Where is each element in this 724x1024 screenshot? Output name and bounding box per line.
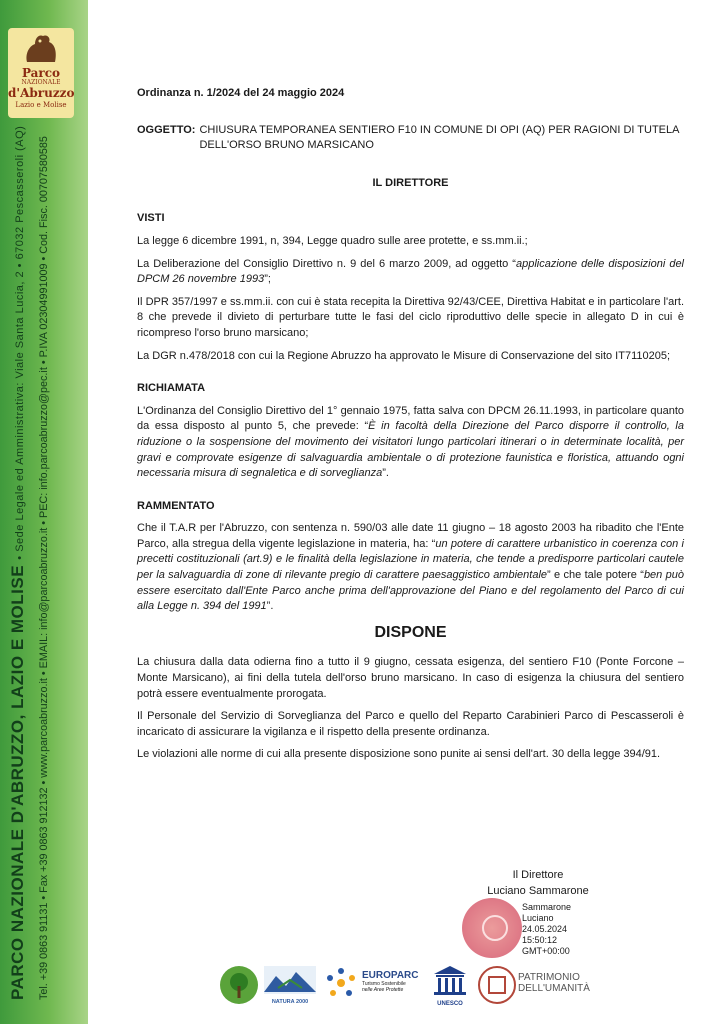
unesco-label: UNESCO	[437, 1001, 463, 1007]
visti-item-2-italic: applicazione delle disposizioni del DPCM 26 novembre 1993	[137, 257, 685, 286]
ordinance-number: Ordinanza n. 1/2024 del 24 maggio 2024	[137, 87, 345, 99]
richiamata-end: ”.	[382, 467, 389, 480]
signature-name: Luciano Sammarone	[487, 884, 589, 897]
natura2000-icon	[264, 966, 316, 994]
rammentato-heading: RAMMENTATO	[137, 499, 215, 512]
dispone-item-1: La chiusura dalla data odierna fino a tutto il 9 giugno, cessata esigenza, del sentiero F10 (Ponte Forcone – Monte Marsicano), ai fini della tutela dell'orso bruno marsicano. In caso di esigenza la chiusura del sentiero potrà essere eventualmente prorogata.	[137, 656, 684, 700]
park-address: • Sede Legale ed Amministrativa: Viale Santa Lucia, 2 • 67032 Pescasseroli (AQ)	[14, 125, 26, 560]
ordinance-body	[137, 86, 684, 770]
digital-sign-name: Luciano	[522, 913, 554, 923]
tree-logo-icon	[220, 966, 258, 1004]
richiamata-quote: È in facoltà della Direzione del Parco disporre il controllo, la riduzione o la sospensione del movimento dei visitatori lungo particolari itinerari o in determinate località, per gravi e comprovate esigenze di salvaguardia ambientale o di protezione faunistica e floristica, attuando ogni necessaria misura di segnaletica e di sorveglianza	[137, 420, 684, 480]
europarc-star-icon	[324, 966, 358, 1000]
director-heading: IL DIRETTORE	[372, 176, 449, 189]
rammentato-end: ”.	[266, 600, 274, 613]
digital-sign-surname: Sammarone	[522, 902, 572, 912]
subject-text: CHIUSURA TEMPORANEA SENTIERO F10 IN COMUNE DI OPI (AQ) PER RAGIONI DI TUTELA DELL'ORSO BRUNO MARSICANO	[199, 123, 679, 152]
visti-heading: VISTI	[137, 212, 165, 225]
letterhead-title-line	[8, 126, 28, 1000]
digital-signature-info	[522, 902, 571, 957]
signature-role: Il Direttore	[512, 869, 564, 881]
letterhead-band	[0, 0, 88, 1024]
digital-sign-date: 24.05.2024	[522, 924, 568, 934]
europarc-sub1: Turismo Sostenibile	[362, 981, 406, 987]
park-name: PARCO NAZIONALE D'ABRUZZO, LAZIO E MOLISE	[8, 564, 27, 1000]
richiamata-heading: RICHIAMATA	[137, 382, 206, 395]
rammentato-quote-2: ben può essere esercitato dall'Ente Parco anche prima dell'approvazione del Piano e del regolamento del Parco di cui alla Legge n. 394 del 1991	[137, 569, 685, 613]
visti-item-1: La legge 6 dicembre 1991, n, 394, Legge quadro sulle aree protette, e ss.mm.ii.;	[137, 234, 528, 247]
europarc-logo	[362, 970, 432, 993]
rammentato-text	[137, 521, 684, 615]
unesco-logo	[432, 964, 468, 1007]
europarc-label: EUROPARC	[362, 970, 419, 981]
digital-sign-tz: GMT+00:00	[522, 946, 570, 956]
rammentato-quote-1: un potere di carattere urbanistico in coerenza con i precetti costituzionali (art.9) e le finalità della legislazione in materia, che tende a predisporre particolari cautele per la salvaguardia di zone di rilevante pregio di carattere paesaggistico ambientale	[137, 537, 684, 582]
dispone-heading: DISPONE	[374, 623, 447, 641]
dispone-item-3: Le violazioni alle norme di cui alla presente disposizione sono punite ai sensi dell'art. 30 della legge 394/91.	[137, 748, 661, 761]
patrimonio-label-2: DELL'UMANITÀ	[518, 983, 590, 994]
europarc-sub2: nelle Aree Protette	[362, 987, 404, 993]
world-heritage-icon	[478, 966, 516, 1004]
richiamata-text	[137, 404, 684, 482]
logo-line2: NAZIONALE	[21, 79, 61, 86]
logo-line4: Lazio e Molise	[15, 101, 67, 109]
rammentato-intro: Che il T.A.R per l'Abruzzo, con sentenza n. 590/03 alle date 11 giugno – 18 agosto 2003 ha ribadito che l'Ente Parco, alla stregua della vigente legislazione in materia, ha: “	[137, 522, 684, 550]
patrimonio-label-1: PATRIMONIO	[518, 972, 580, 983]
natura2000-label: NATURA 2000	[271, 999, 309, 1005]
visti-item-2	[137, 257, 684, 288]
patrimonio-logo	[518, 972, 608, 994]
logo-line1: Parco	[21, 66, 61, 80]
visti-item-3: Il DPR 357/1997 e ss.mm.ii. con cui è stata recepita la Direttiva 92/43/CEE, Direttiva Habitat e in particolare l'art. 8 che prevede il divieto di perturbare tutte le fasi del ciclo riproduttivo delle specie in allegato D in cui è ricompreso l'orso bruno marsicano;	[137, 295, 684, 339]
digital-sign-time: 15:50:12	[522, 935, 558, 945]
park-contacts: Tel. +39 0863 91131 • Fax +39 0863 912132 • www.parcoabruzzo.it • EMAIL: info@parcoabruzzo.it • PEC: info.parcoabruzzo@pec.it • P.IVA 02304991009 • Cod. Fisc. 00707580585	[38, 136, 50, 1000]
rammentato-mid: ” e che tale potere “	[547, 569, 644, 582]
letterhead-vertical-text	[0, 50, 80, 1000]
natura2000-logo	[264, 966, 316, 1006]
visti-item-2-end: ”;	[264, 273, 271, 286]
logo-line3: d'Abruzzo	[8, 86, 75, 100]
dispone-item-2: Il Personale del Servizio di Sorveglianza del Parco e quello del Reparto Carabinieri Parco di Pescasseroli è incaricato di assicurare la vigilanza e il rispetto della presente ordinanza.	[137, 710, 684, 738]
visti-item-2-text: La Deliberazione del Consiglio Direttivo n. 9 del 6 marzo 2009, ad oggetto “	[137, 257, 516, 270]
visti-item-4: La DGR n.478/2018 con cui la Regione Abruzzo ha approvato le Misure di Conservazione del sito IT7110205;	[137, 349, 671, 362]
signature-block	[478, 868, 598, 899]
seal-at-icon	[482, 915, 508, 941]
subject-label: OGGETTO:	[137, 123, 196, 136]
richiamata-intro: L'Ordinanza del Consiglio Direttivo del 1° gennaio 1975, fatta salva con DPCM 26.11.1993, in particolare quanto da essa disposto al punto 5, che prevede: “	[137, 404, 684, 433]
subject	[137, 123, 684, 154]
footer-logos	[220, 962, 600, 1006]
unesco-temple-icon	[432, 964, 468, 996]
